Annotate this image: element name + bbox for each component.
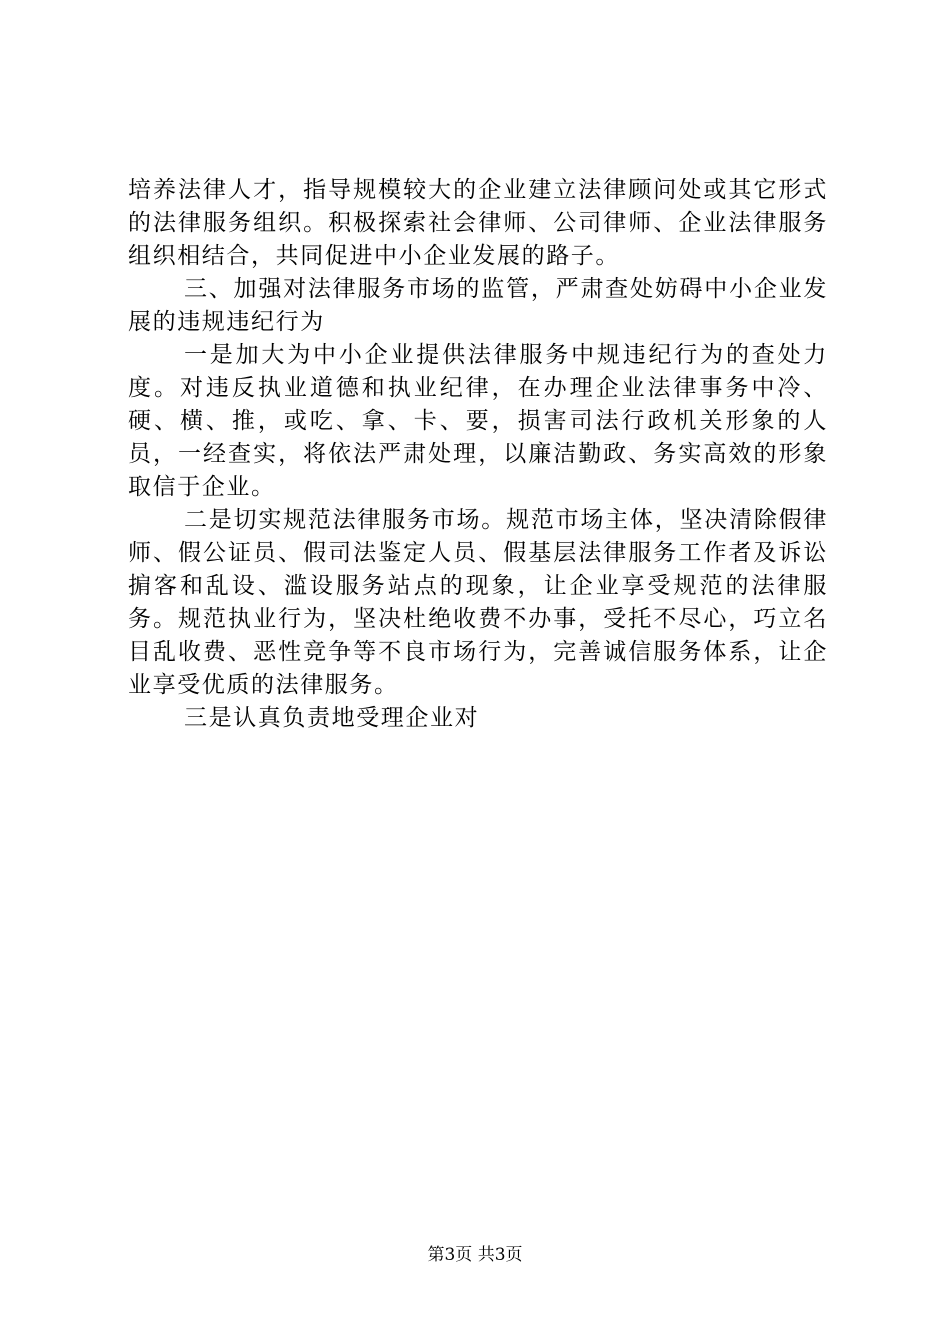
section-heading-3: 三、加强对法律服务市场的监管，严肃查处妨碍中小企业发展的违规违纪行为 bbox=[128, 276, 828, 335]
paragraph-1: 培养法律人才，指导规模较大的企业建立法律顾问处或其它形式的法律服务组织。积极探索社会律师、公司律师、企业法律服务组织相结合，共同促进中小企业发展的路子。 bbox=[128, 177, 828, 269]
document-body bbox=[128, 174, 828, 735]
paragraph-2: 一是加大为中小企业提供法律服务中规违纪行为的查处力度。对违反执业道德和执业纪律，在办理企业法律事务中冷、硬、横、推，或吃、拿、卡、要，损害司法行政机关形象的人员，一经查实，将依法严肃处理，以廉洁勤政、务实高效的形象取信于企业。 bbox=[128, 342, 828, 500]
paragraph-3: 二是切实规范法律服务市场。规范市场主体，坚决清除假律师、假公证员、假司法鉴定人员、假基层法律服务工作者及诉讼掮客和乱设、滥设服务站点的现象，让企业享受规范的法律服务。规范执业行为，坚决杜绝收费不办事，受托不尽心，巧立名目乱收费、恶性竞争等不良市场行为，完善诚信服务体系，让企业享受优质的法律服务。 bbox=[128, 507, 828, 698]
page-number: 第3页 共3页 bbox=[427, 1245, 523, 1265]
paragraph-4: 三是认真负责地受理企业对 bbox=[184, 705, 480, 731]
